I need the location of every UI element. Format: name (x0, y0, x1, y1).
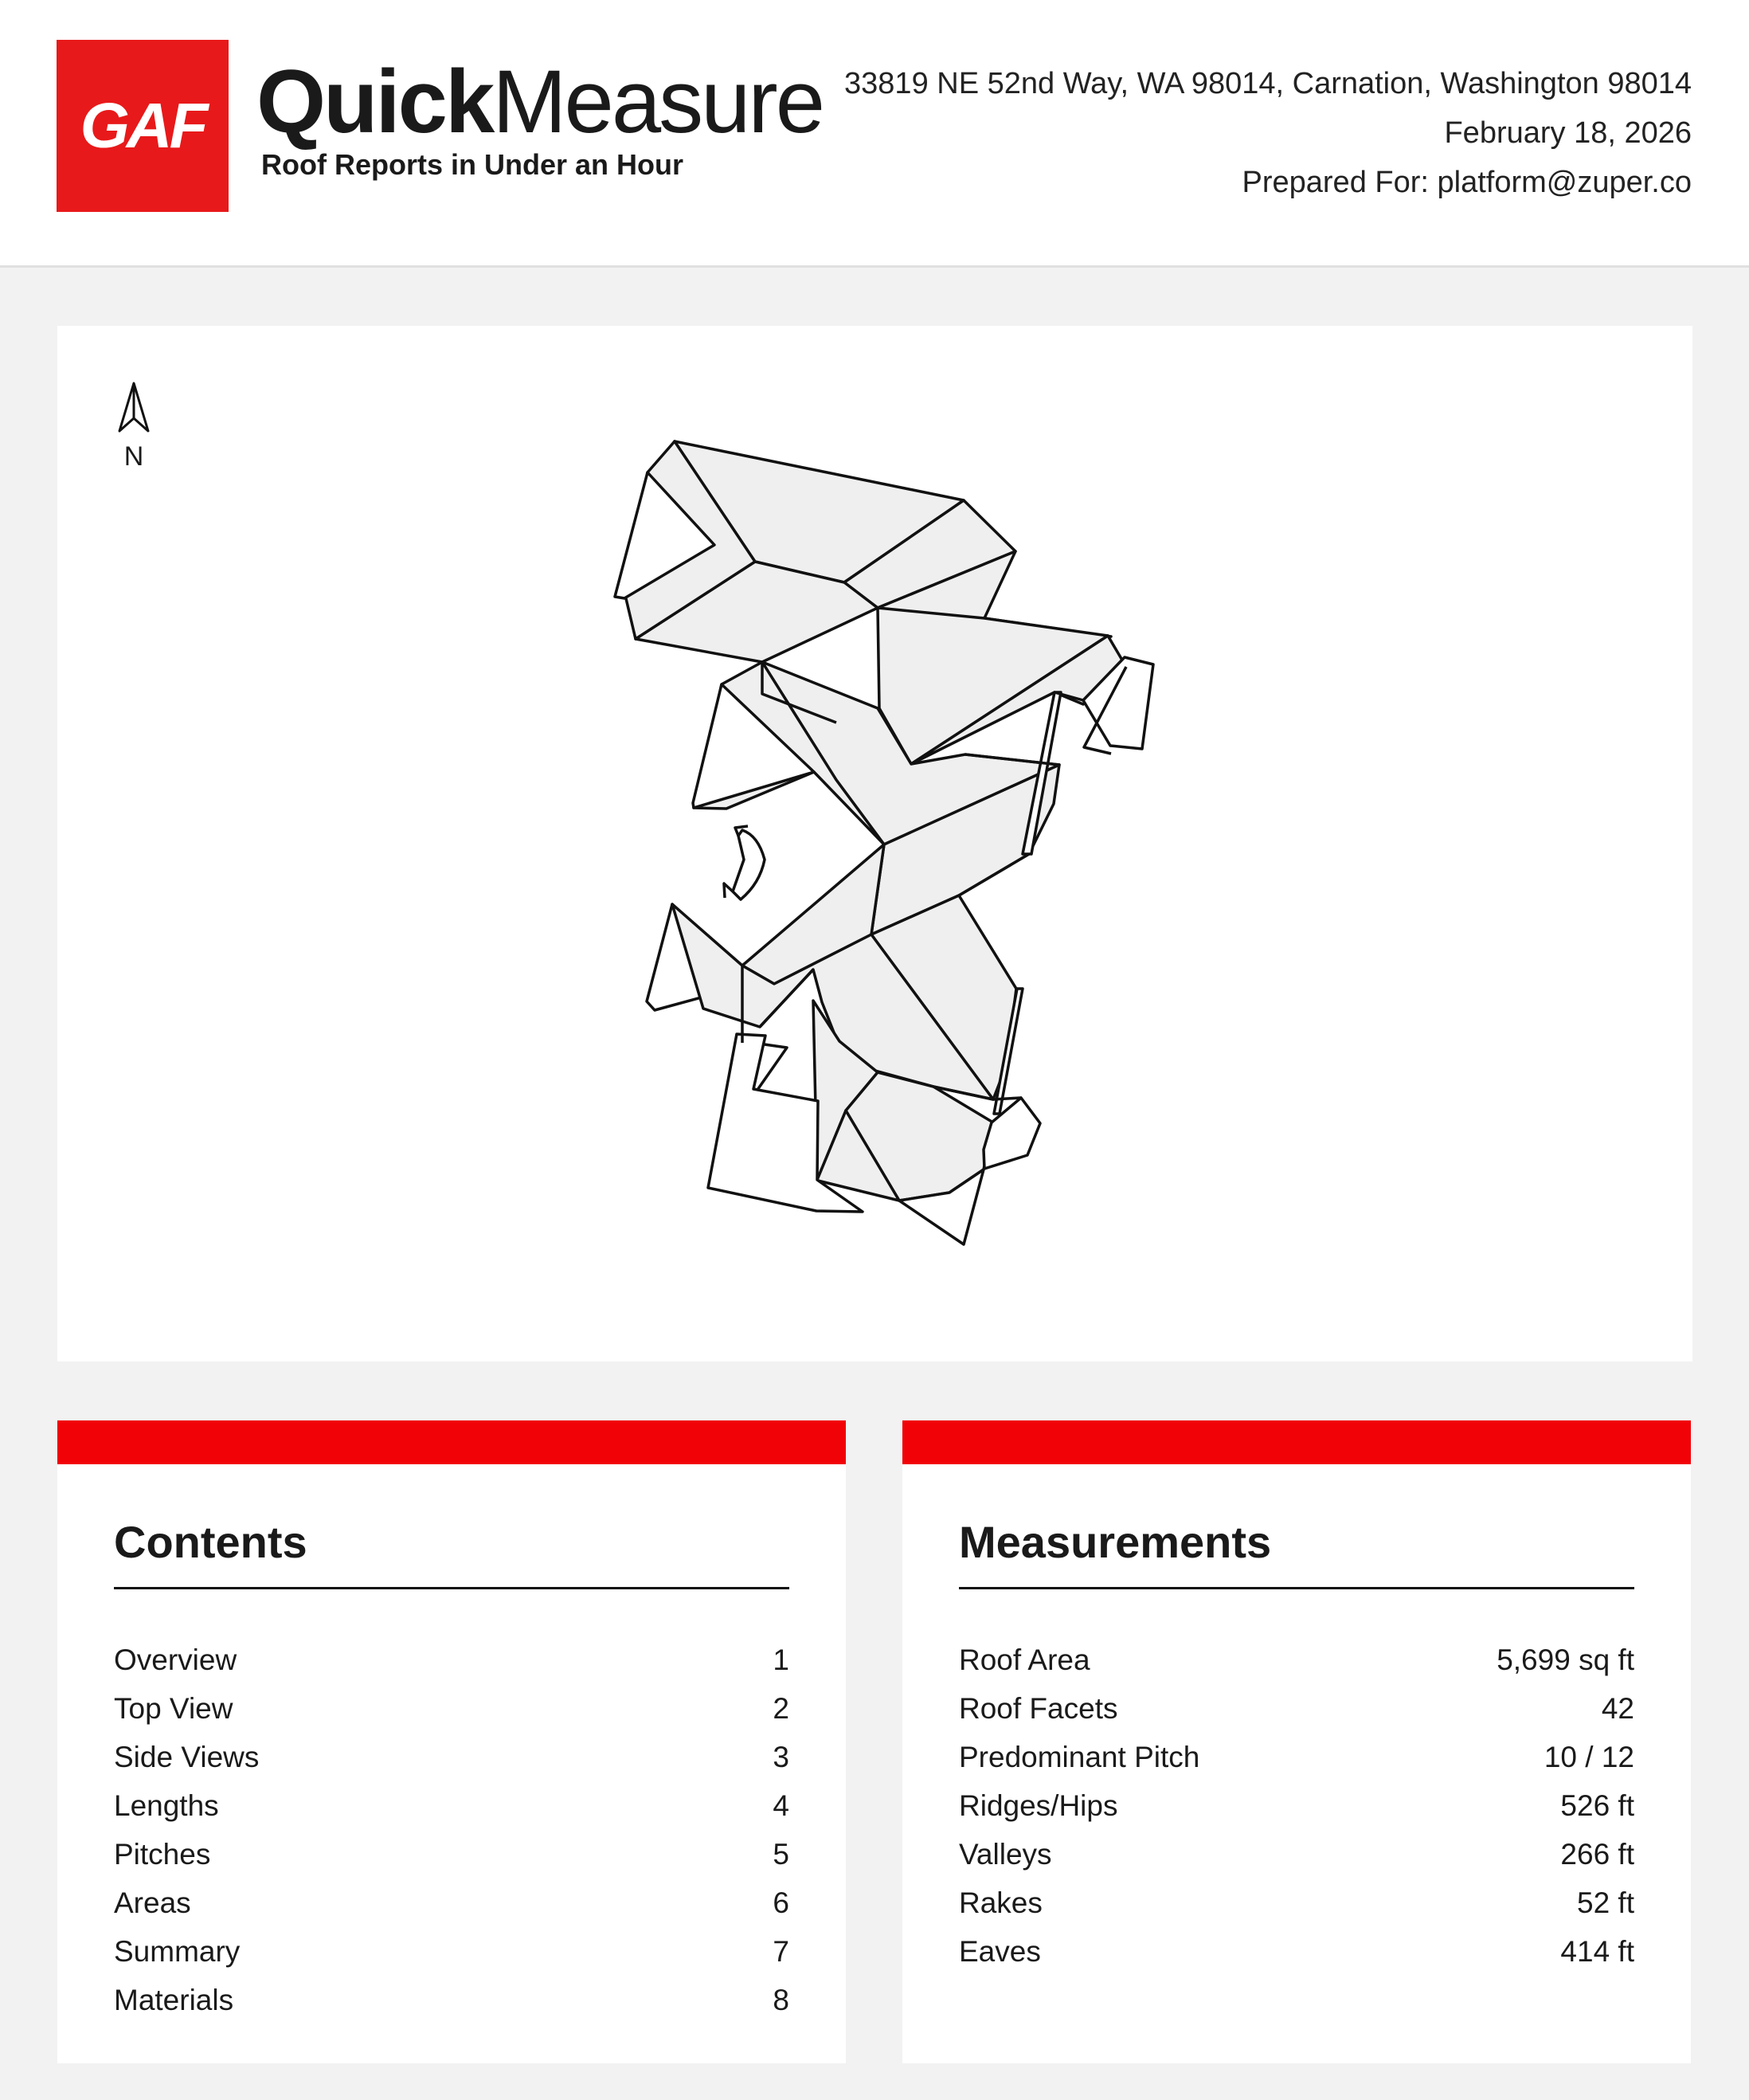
roof-facet (984, 1098, 1040, 1169)
measurement-row-roof-facets (959, 1684, 1634, 1733)
contents-item-label: Overview (114, 1644, 237, 1676)
measurements-panel (902, 1420, 1691, 2063)
contents-row-side-views[interactable] (114, 1733, 789, 1781)
brand-name-light: Measure (492, 52, 823, 151)
roof-plan-diagram (57, 326, 1692, 1361)
measurement-label: Ridges/Hips (959, 1789, 1118, 1822)
roof-diagram-card (57, 326, 1692, 1361)
measurement-value: 42 (1601, 1692, 1634, 1725)
measurement-row-ridges-hips (959, 1781, 1634, 1830)
contents-item-page: 5 (773, 1838, 789, 1871)
brand-name-bold: Quick (256, 52, 493, 151)
contents-row-areas[interactable] (114, 1879, 789, 1927)
measurement-row-rakes (959, 1879, 1634, 1927)
prepared-for: Prepared For: platform@zuper.co (1242, 166, 1692, 199)
contents-item-label: Top View (114, 1692, 233, 1725)
measurement-row-pitch (959, 1733, 1634, 1781)
measurements-list (959, 1636, 1634, 1976)
contents-row-top-view[interactable] (114, 1684, 789, 1733)
contents-item-label: Areas (114, 1886, 191, 1919)
report-info (844, 59, 1692, 207)
measurement-row-roof-area (959, 1636, 1634, 1684)
measurement-row-eaves (959, 1927, 1634, 1976)
measurement-label: Eaves (959, 1935, 1041, 1968)
measurement-label: Roof Facets (959, 1692, 1118, 1725)
report-date: February 18, 2026 (1444, 116, 1692, 150)
quickmeasure-brand (256, 52, 823, 182)
brand-tagline: Roof Reports in Under an Hour (261, 148, 683, 181)
contents-item-label: Side Views (114, 1741, 260, 1773)
report-header (0, 0, 1749, 268)
contents-row-materials[interactable] (114, 1976, 789, 2024)
property-address: 33819 NE 52nd Way, WA 98014, Carnation, Washington 98014 (844, 67, 1692, 100)
contents-item-label: Materials (114, 1984, 234, 2016)
roof-edge (724, 883, 733, 898)
contents-row-overview[interactable] (114, 1636, 789, 1684)
measurement-value: 414 ft (1560, 1935, 1634, 1968)
roof-turret (733, 830, 765, 899)
contents-item-page: 1 (773, 1644, 789, 1676)
measurements-accent-bar (902, 1420, 1691, 1464)
contents-item-label: Summary (114, 1935, 241, 1968)
contents-item-page: 6 (773, 1886, 789, 1919)
roof-edge (993, 1098, 1021, 1099)
gaf-logo (57, 40, 229, 212)
contents-row-lengths[interactable] (114, 1781, 789, 1830)
contents-row-summary[interactable] (114, 1927, 789, 1976)
contents-accent-bar (57, 1420, 846, 1464)
contents-item-page: 2 (773, 1692, 789, 1725)
measurement-value: 52 ft (1577, 1886, 1634, 1919)
contents-item-page: 8 (773, 1984, 789, 2016)
contents-title: Contents (114, 1517, 307, 1567)
measurement-label: Roof Area (959, 1644, 1090, 1676)
north-label: N (123, 441, 144, 472)
gaf-logo-text: GAF (80, 90, 205, 161)
contents-item-page: 7 (773, 1935, 789, 1968)
measurements-title: Measurements (959, 1517, 1272, 1567)
contents-item-page: 3 (773, 1741, 789, 1773)
contents-divider (114, 1587, 789, 1589)
measurements-divider (959, 1587, 1634, 1589)
contents-item-label: Pitches (114, 1838, 211, 1871)
measurement-label: Valleys (959, 1838, 1052, 1871)
measurement-label: Predominant Pitch (959, 1741, 1200, 1773)
contents-item-label: Lengths (114, 1789, 219, 1822)
contents-item-page: 4 (773, 1789, 789, 1822)
measurement-value: 10 / 12 (1544, 1741, 1634, 1773)
measurement-value: 266 ft (1560, 1838, 1634, 1871)
contents-panel (57, 1420, 846, 2063)
brand-name (256, 52, 823, 151)
contents-list (114, 1636, 789, 2024)
measurement-label: Rakes (959, 1886, 1043, 1919)
measurement-value: 5,699 sq ft (1497, 1644, 1634, 1676)
measurement-row-valleys (959, 1830, 1634, 1879)
measurement-value: 526 ft (1560, 1789, 1634, 1822)
contents-row-pitches[interactable] (114, 1830, 789, 1879)
